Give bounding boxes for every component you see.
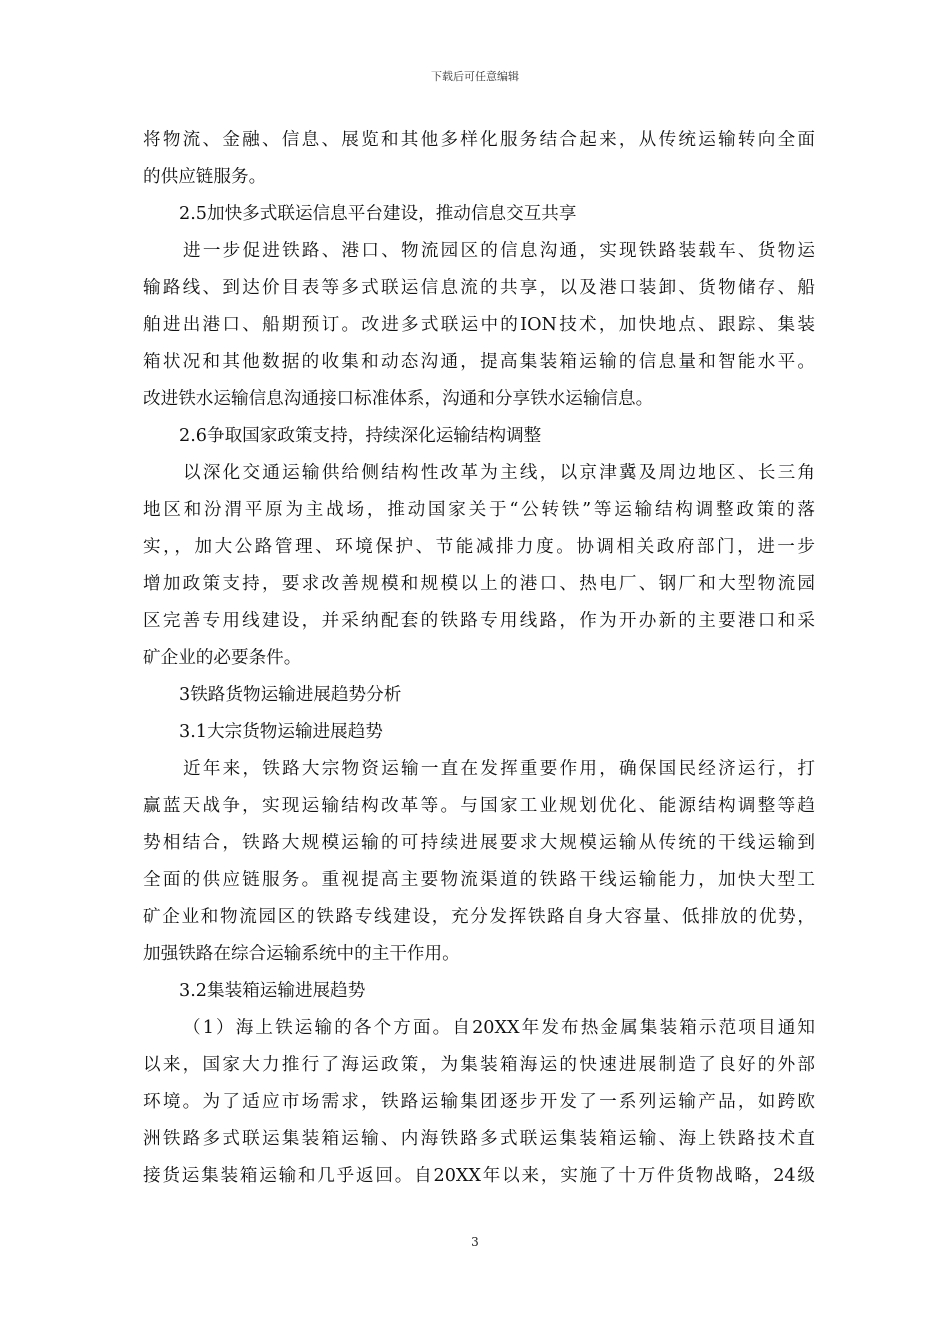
text-line: 的供应链服务。	[143, 167, 267, 187]
text-line: 接货运集装箱运输和几乎返回。自20XX年以来，实施了十万件货物战略，24级	[143, 1166, 815, 1186]
text-line: 赢蓝天战争，实现运输结构改革等。与国家工业规划优化、能源结构调整等趋	[143, 796, 815, 816]
page-number: 3	[471, 1235, 479, 1249]
text-line: 增加政策支持，要求改善规模和规模以上的港口、热电厂、钢厂和大型物流园	[143, 574, 815, 594]
text-line: 输路线、到达价目表等多式联运信息流的共享，以及港口装卸、货物储存、船	[143, 278, 815, 298]
text-line: 环境。为了适应市场需求，铁路运输集团逐步开发了一系列运输产品，如跨欧	[143, 1092, 815, 1112]
text-line: 加强铁路在综合运输系统中的主干作用。	[143, 944, 460, 964]
text-line: 改进铁水运输信息沟通接口标准体系，沟通和分享铁水运输信息。	[143, 389, 654, 409]
text-line: 矿企业的必要条件。	[143, 648, 302, 668]
text-line: 全面的供应链服务。重视提高主要物流渠道的铁路干线运输能力，加快大型工	[143, 870, 815, 890]
text-line: 将物流、金融、信息、展览和其他多样化服务结合起来，从传统运输转向全面	[143, 130, 815, 150]
text-line: 矿企业和物流园区的铁路专线建设，充分发挥铁路自身大容量、低排放的优势，	[143, 907, 815, 927]
page-header: 下载后可任意编辑	[431, 70, 519, 83]
text-line: 以来，国家大力推行了海运政策，为集装箱海运的快速进展制造了良好的外部	[143, 1055, 815, 1075]
text-line: 进一步促进铁路、港口、物流园区的信息沟通，实现铁路装载车、货物运	[183, 241, 815, 261]
section-heading: 3铁路货物运输进展趋势分析	[179, 685, 402, 705]
text-line: 以深化交通运输供给侧结构性改革为主线，以京津冀及周边地区、长三角	[183, 463, 815, 483]
text-line: 地区和汾渭平原为主战场，推动国家关于“公转铁”等运输结构调整政策的落	[143, 500, 815, 520]
document-body	[143, 122, 815, 1195]
text-line: 实，，加大公路管理、环境保护、节能减排力度。协调相关政府部门，进一步	[143, 537, 815, 557]
text-line: 势相结合，铁路大规模运输的可持续进展要求大规模运输从传统的干线运输到	[143, 833, 815, 853]
text-line: （1）海上铁运输的各个方面。自20XX年发布热金属集装箱示范项目通知	[183, 1018, 815, 1038]
text-line: 洲铁路多式联运集装箱运输、内海铁路多式联运集装箱运输、海上铁路技术直	[143, 1129, 815, 1149]
text-line: 区完善专用线建设，并采纳配套的铁路专用线路，作为开办新的主要港口和采	[143, 611, 815, 631]
section-heading: 3.1大宗货物运输进展趋势	[179, 722, 383, 742]
section-heading: 2.5加快多式联运信息平台建设，推动信息交互共享	[179, 204, 577, 224]
text-line: 近年来，铁路大宗物资运输一直在发挥重要作用，确保国民经济运行，打	[183, 759, 815, 779]
section-heading: 3.2集装箱运输进展趋势	[179, 981, 366, 1001]
section-heading: 2.6争取国家政策支持，持续深化运输结构调整	[179, 426, 542, 446]
text-line: 舶进出港口、船期预订。改进多式联运中的ION技术，加快地点、跟踪、集装	[143, 315, 815, 335]
text-line: 箱状况和其他数据的收集和动态沟通，提高集装箱运输的信息量和智能水平。	[143, 352, 815, 372]
